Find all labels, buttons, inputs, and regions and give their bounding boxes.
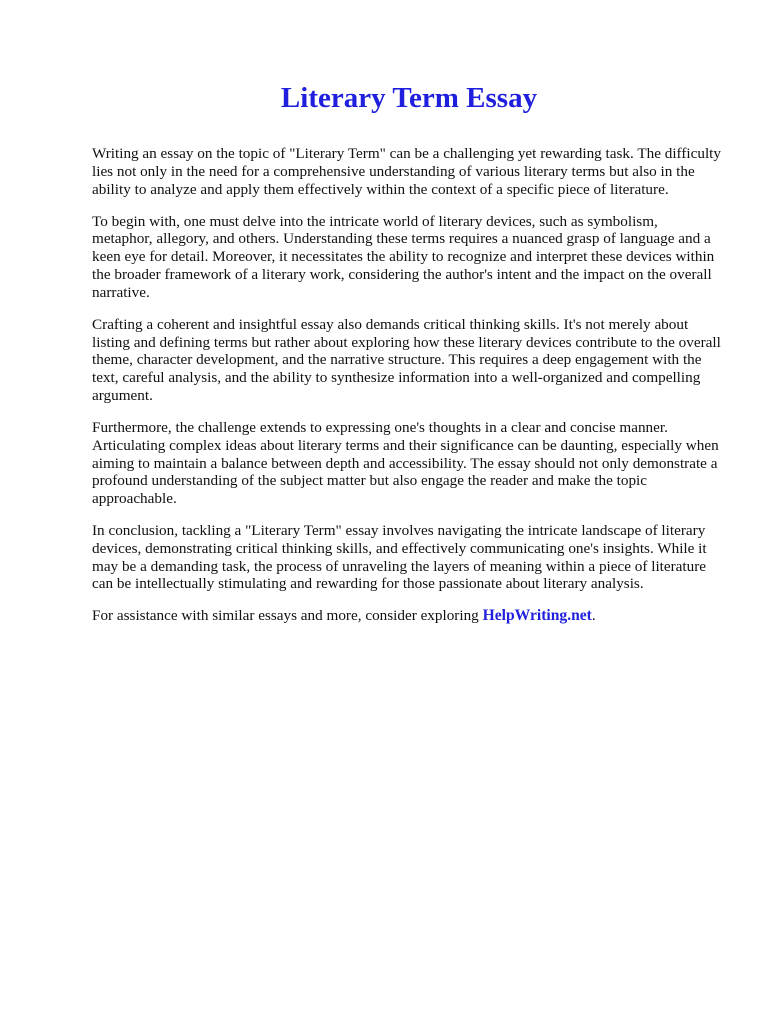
essay-paragraph-2: To begin with, one must delve into the intricate world of literary devices, such as symbolism, metaphor, allegory, and others. Understanding these terms requires a nuanced grasp of language and a keen eye for detail. Moreover, it necessitates the ability to recognize and interpret these devices within the broader framework of a literary work, considering the author's intent and the impact on the overall narrative. <box>92 212 715 301</box>
essay-body <box>92 145 722 639</box>
essay-paragraph-5: In conclusion, tackling a "Literary Term" essay involves navigating the intricate landscape of literary devices, demonstrating critical thinking skills, and effectively communicating one's insights. While it may be a demanding task, the process of unraveling the layers of meaning within a piece of literature can be intellectually stimulating and rewarding for those passionate about literary analysis. <box>92 522 707 593</box>
page-title: Literary Term Essay <box>280 82 538 114</box>
closing-text: For assistance with similar essays and more, consider exploring <box>92 607 483 625</box>
essay-paragraph-1: Writing an essay on the topic of "Literary Term" can be a challenging yet rewarding task. The difficulty lies not only in the need for a comprehensive understanding of various literary terms but also in the ability to analyze and apply them effectively within the context of a specific piece of literature. <box>92 145 721 198</box>
closing-period: . <box>591 607 596 625</box>
essay-paragraph-3: Crafting a coherent and insightful essay also demands critical thinking skills. It's not merely about listing and defining terms but rather about exploring how these literary devices contribute to the overall theme, character development, and the narrative structure. This requires a deep engagement with the text, careful analysis, and the ability to synthesize information into a well-organized and compelling argument. <box>92 315 721 404</box>
essay-paragraph-4: Furthermore, the challenge extends to expressing one's thoughts in a clear and concise manner. Articulating complex ideas about literary terms and their significance can be daunting, especially when aiming to maintain a balance between depth and accessibility. The essay should not only demonstrate a profound understanding of the subject matter but also engage the reader and make the topic approachable. <box>92 418 719 508</box>
closing-paragraph <box>92 607 722 625</box>
helpwriting-link[interactable]: HelpWriting.net <box>482 607 592 625</box>
